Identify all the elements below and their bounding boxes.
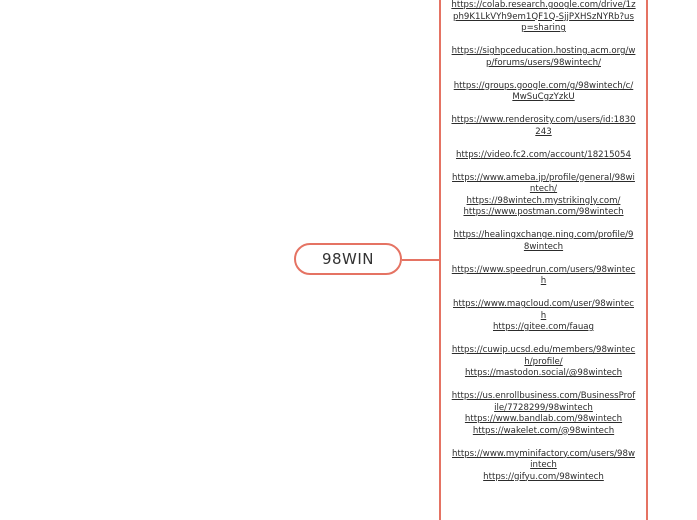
- link-line: [451, 173, 636, 196]
- hyperlink[interactable]: https://sighpceducation.hosting.acm.org/wp/forums/users/98wintech/: [451, 46, 636, 68]
- link-line: [451, 230, 636, 253]
- central-topic-node[interactable]: [294, 243, 402, 275]
- link-line: [451, 472, 636, 484]
- central-topic-label: 98WIN: [321, 250, 375, 268]
- hyperlink[interactable]: https://www.ameba.jp/profile/general/98wintech/: [452, 172, 635, 194]
- link-line: [451, 299, 636, 322]
- link-line: [451, 265, 636, 288]
- branch-connector: [402, 259, 440, 261]
- link-group: [451, 115, 636, 138]
- link-line: [451, 81, 636, 104]
- hyperlink[interactable]: https://colab.research.google.com/drive/1zph9K1LkVYh9em1QF1Q-SjjPXHSzNYRb?usp=sharing: [451, 0, 636, 33]
- link-line: [451, 196, 636, 208]
- hyperlink[interactable]: https://www.magcloud.com/user/98wintech: [453, 299, 634, 321]
- hyperlink[interactable]: https://www.myminifactory.com/users/98wintech: [452, 448, 635, 470]
- hyperlink[interactable]: https://groups.google.com/g/98wintech/c/MwSuCgzYzkU: [453, 80, 634, 102]
- link-line: [451, 207, 636, 219]
- link-group: [451, 391, 636, 437]
- link-group: [451, 173, 636, 219]
- link-group: [451, 0, 636, 35]
- link-group: [451, 299, 636, 334]
- link-line: [451, 150, 636, 162]
- hyperlink[interactable]: https://cuwip.ucsd.edu/members/98wintech/profile/: [451, 345, 636, 367]
- hyperlink[interactable]: https://mastodon.social/@98wintech: [464, 368, 623, 378]
- link-line: [451, 0, 636, 35]
- hyperlink[interactable]: https://us.enrollbusiness.com/BusinessProfile/7728299/98wintech: [451, 391, 636, 413]
- link-group: [451, 81, 636, 104]
- hyperlink[interactable]: https://www.speedrun.com/users/98wintech: [451, 264, 636, 286]
- link-line: [451, 426, 636, 438]
- link-group: [451, 345, 636, 380]
- link-line: [451, 368, 636, 380]
- hyperlink[interactable]: https://wakelet.com/@98wintech: [472, 425, 615, 436]
- link-line: [451, 322, 636, 334]
- link-line: [451, 115, 636, 138]
- link-group: [451, 46, 636, 69]
- link-line: [451, 414, 636, 426]
- link-line: [451, 391, 636, 414]
- link-line: [451, 449, 636, 472]
- hyperlink[interactable]: https://video.fc2.com/account/18215054: [456, 149, 631, 160]
- hyperlink[interactable]: https://www.postman.com/98wintech: [463, 207, 624, 217]
- hyperlink[interactable]: https://98wintech.mystrikingly.com/: [466, 195, 621, 206]
- links-topic-node[interactable]: [439, 0, 648, 520]
- hyperlink[interactable]: https://gifyu.com/98wintech: [483, 471, 604, 482]
- link-group: [451, 265, 636, 288]
- link-list: [451, 0, 636, 483]
- link-line: [451, 345, 636, 368]
- hyperlink[interactable]: https://gitee.com/fauag: [492, 322, 595, 332]
- hyperlink[interactable]: https://healingxchange.ning.com/profile/98wintech: [453, 230, 634, 252]
- hyperlink[interactable]: https://www.bandlab.com/98wintech: [464, 414, 623, 424]
- link-group: [451, 449, 636, 484]
- hyperlink[interactable]: https://www.renderosity.com/users/id:1830243: [451, 115, 636, 137]
- link-group: [451, 150, 636, 162]
- link-group: [451, 230, 636, 253]
- link-line: [451, 46, 636, 69]
